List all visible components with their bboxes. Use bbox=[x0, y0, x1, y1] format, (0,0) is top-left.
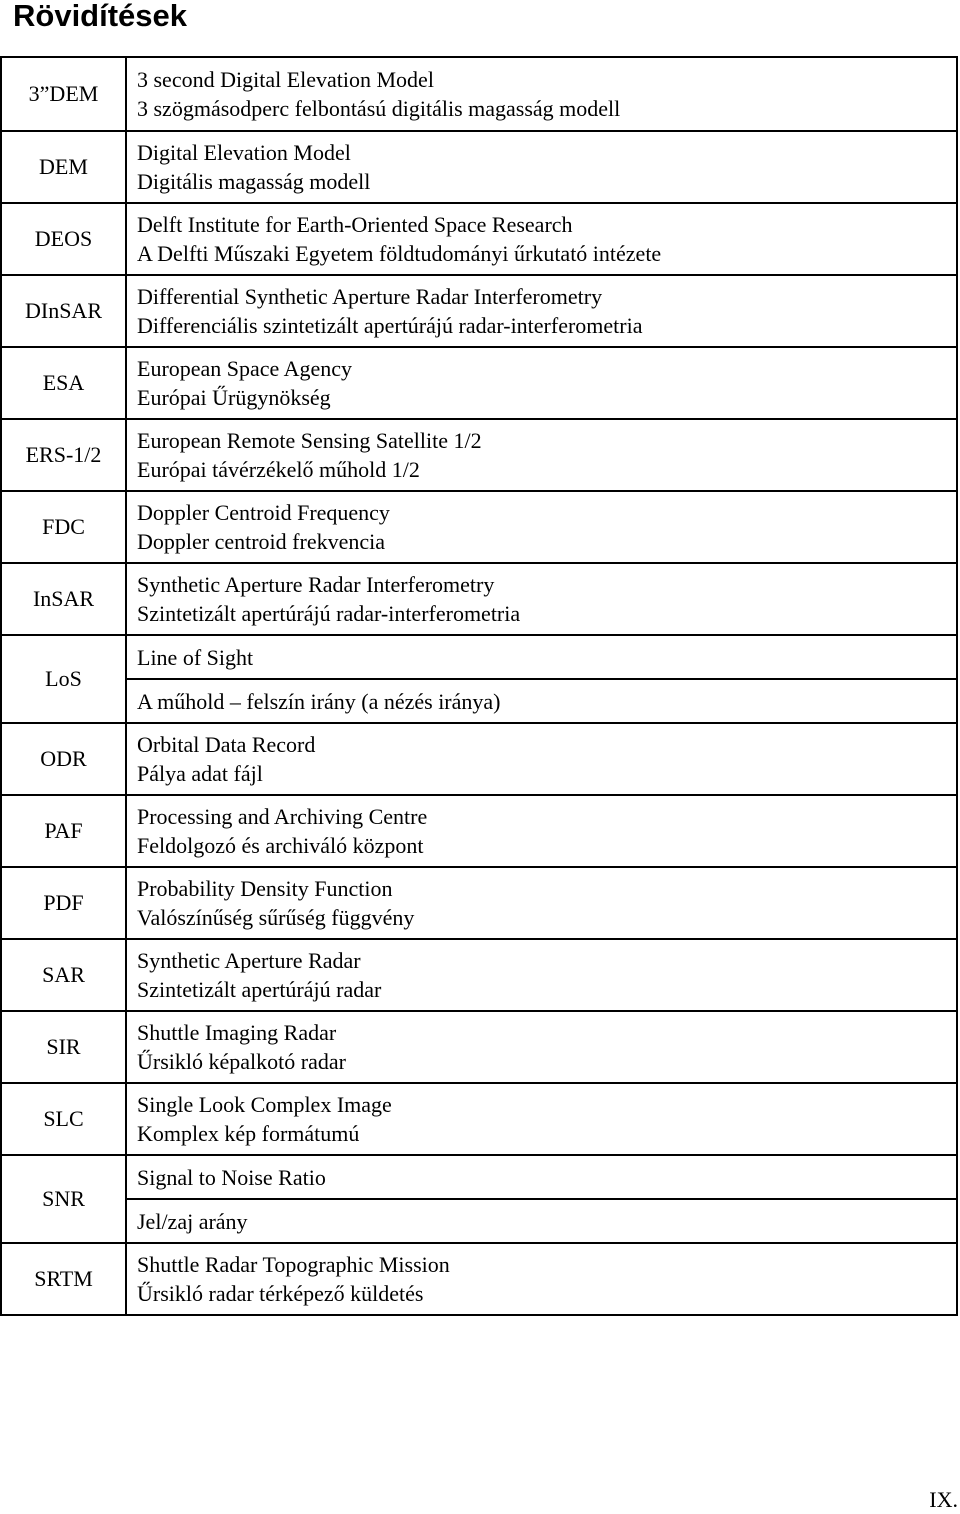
english-term: Probability Density Function bbox=[137, 876, 393, 901]
abbreviation-cell: ESA bbox=[2, 348, 127, 418]
table-row bbox=[2, 130, 956, 202]
table-row bbox=[2, 1010, 956, 1082]
abbreviation-cell: SLC bbox=[2, 1084, 127, 1154]
definition-cell bbox=[127, 1084, 956, 1154]
definition-cell bbox=[127, 1244, 956, 1314]
table-row bbox=[2, 418, 956, 490]
table-row bbox=[2, 794, 956, 866]
english-term: Signal to Noise Ratio bbox=[137, 1164, 326, 1190]
abbreviation-cell: SAR bbox=[2, 940, 127, 1010]
abbreviation-cell: LoS bbox=[2, 636, 127, 722]
abbreviation-cell: ERS-1/2 bbox=[2, 420, 127, 490]
definition-cell bbox=[127, 724, 956, 794]
table-row bbox=[2, 1082, 956, 1154]
table-row bbox=[2, 866, 956, 938]
abbreviation-cell: SNR bbox=[2, 1156, 127, 1242]
definition-cell bbox=[127, 58, 956, 130]
english-term: Shuttle Radar Topographic Mission bbox=[137, 1252, 450, 1277]
definition-cell bbox=[127, 420, 956, 490]
abbreviation-cell: InSAR bbox=[2, 564, 127, 634]
hungarian-term: Digitális magasság modell bbox=[137, 169, 371, 194]
english-term: Delft Institute for Earth-Oriented Space Research bbox=[137, 212, 573, 237]
definition-cell bbox=[127, 492, 956, 562]
table-row bbox=[2, 722, 956, 794]
table-row bbox=[2, 274, 956, 346]
english-term: Synthetic Aperture Radar bbox=[137, 948, 361, 973]
abbreviation-cell: SIR bbox=[2, 1012, 127, 1082]
hungarian-term: Pálya adat fájl bbox=[137, 761, 263, 786]
definition-cell bbox=[127, 564, 956, 634]
abbreviation-cell: DEM bbox=[2, 132, 127, 202]
table-row bbox=[2, 938, 956, 1010]
hungarian-term: Feldolgozó és archiváló központ bbox=[137, 833, 424, 858]
hungarian-term: Komplex kép formátumú bbox=[137, 1121, 360, 1146]
abbreviation-cell: FDC bbox=[2, 492, 127, 562]
english-term: 3 second Digital Elevation Model bbox=[137, 67, 434, 92]
hungarian-term: Valószínűség sűrűség függvény bbox=[137, 905, 415, 930]
definition-cell bbox=[127, 868, 956, 938]
definition-cell bbox=[127, 796, 956, 866]
english-term: Processing and Archiving Centre bbox=[137, 804, 428, 829]
abbreviation-cell: DInSAR bbox=[2, 276, 127, 346]
english-term: Line of Sight bbox=[137, 644, 254, 670]
english-term: Differential Synthetic Aperture Radar Interferometry bbox=[137, 284, 603, 309]
definition-cell bbox=[127, 1012, 956, 1082]
definition-cell bbox=[127, 636, 956, 722]
hungarian-term: Szintetizált apertúrájú radar-interferometria bbox=[137, 601, 521, 626]
hungarian-term: Doppler centroid frekvencia bbox=[137, 529, 385, 554]
hungarian-term: Európai Űrügynökség bbox=[137, 385, 331, 410]
english-term: Synthetic Aperture Radar Interferometry bbox=[137, 572, 495, 597]
abbreviation-table bbox=[0, 56, 958, 1316]
page-number: IX. bbox=[929, 1487, 958, 1512]
hungarian-term: Űrsikló radar térképező küldetés bbox=[137, 1281, 424, 1306]
hungarian-term: A Delfti Műszaki Egyetem földtudományi űrkutató intézete bbox=[137, 241, 662, 266]
abbreviation-cell: ODR bbox=[2, 724, 127, 794]
hungarian-term: Differenciális szintetizált apertúrájú radar-interferometria bbox=[137, 313, 643, 338]
definition-cell bbox=[127, 940, 956, 1010]
hungarian-term: A műhold – felszín irány (a nézés iránya) bbox=[127, 678, 956, 722]
english-term: Shuttle Imaging Radar bbox=[137, 1020, 337, 1045]
definition-cell bbox=[127, 348, 956, 418]
abbreviation-cell: DEOS bbox=[2, 204, 127, 274]
table-row bbox=[2, 634, 956, 722]
english-term: European Remote Sensing Satellite 1/2 bbox=[137, 428, 482, 453]
table-row bbox=[2, 202, 956, 274]
page-title: Rövidítések bbox=[13, 0, 188, 33]
table-row bbox=[2, 1242, 956, 1314]
hungarian-term: Európai távérzékelő műhold 1/2 bbox=[137, 457, 420, 482]
table-row bbox=[2, 58, 956, 130]
hungarian-term: 3 szögmásodperc felbontású digitális magasság modell bbox=[137, 96, 621, 121]
hungarian-term: Szintetizált apertúrájú radar bbox=[137, 977, 382, 1002]
abbreviation-cell: SRTM bbox=[2, 1244, 127, 1314]
hungarian-term: Jel/zaj arány bbox=[127, 1198, 956, 1242]
english-term: Orbital Data Record bbox=[137, 732, 316, 757]
table-row bbox=[2, 490, 956, 562]
abbreviation-cell: PAF bbox=[2, 796, 127, 866]
definition-cell bbox=[127, 204, 956, 274]
definition-cell bbox=[127, 276, 956, 346]
abbreviation-cell: 3”DEM bbox=[2, 58, 127, 130]
english-term: European Space Agency bbox=[137, 356, 353, 381]
abbreviation-cell: PDF bbox=[2, 868, 127, 938]
definition-cell bbox=[127, 132, 956, 202]
table-row bbox=[2, 346, 956, 418]
hungarian-term: Űrsikló képalkotó radar bbox=[137, 1049, 346, 1074]
english-term: Doppler Centroid Frequency bbox=[137, 500, 390, 525]
definition-cell bbox=[127, 1156, 956, 1242]
table-row bbox=[2, 562, 956, 634]
english-term: Single Look Complex Image bbox=[137, 1092, 392, 1117]
english-term: Digital Elevation Model bbox=[137, 140, 351, 165]
table-row bbox=[2, 1154, 956, 1242]
